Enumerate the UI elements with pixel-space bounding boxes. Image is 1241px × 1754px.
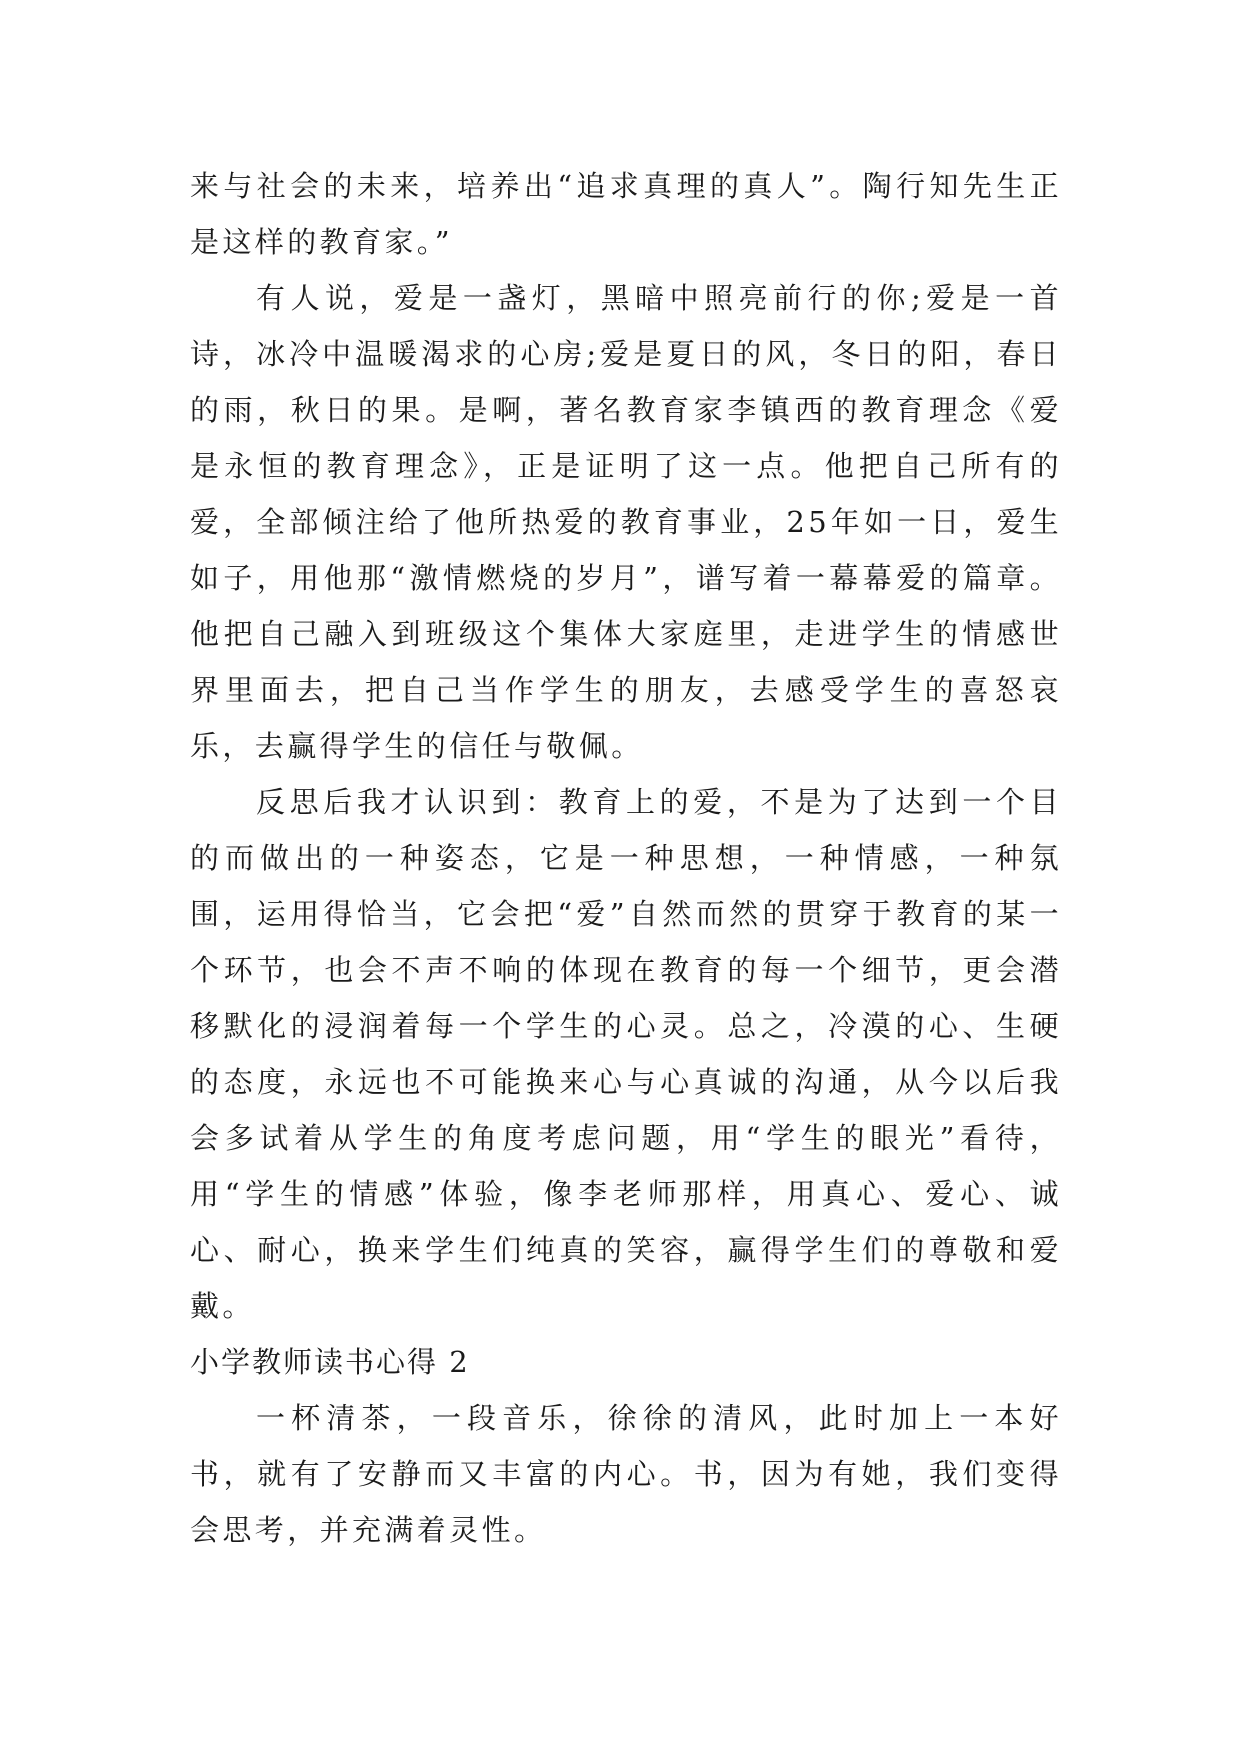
paragraph-4: 一杯清茶，一段音乐，徐徐的清风，此时加上一本好书，就有了安静而又丰富的内心。书，因为有她，我们变得会思考，并充满着灵性。 [190, 1401, 1062, 1547]
paragraph-1: 来与社会的未来，培养出“追求真理的真人”。陶行知先生正是这样的教育家。” [190, 169, 1062, 259]
paragraph-2: 有人说，爱是一盏灯，黑暗中照亮前行的你;爱是一首诗，冰冷中温暖渴求的心房;爱是夏日的风，冬日的阳，春日的雨，秋日的果。是啊，著名教育家李镇西的教育理念《爱是永恒的教育理念》，正是证明了这一点。他把自己所有的爱，全部倾注给了他所热爱的教育事业，25年如一日，爱生如子，用他那“激情燃烧的岁月”，谱写着一幕幕爱的篇章。他把自己融入到班级这个集体大家庭里，走进学生的情感世界里面去，把自己当作学生的朋友，去感受学生的喜怒哀乐，去赢得学生的信任与敬佩。 [190, 281, 1062, 763]
section-heading: 小学教师读书心得 2 [190, 1345, 470, 1379]
document-page [190, 158, 1062, 1558]
paragraph-3: 反思后我才认识到：教育上的爱，不是为了达到一个目的而做出的一种姿态，它是一种思想，一种情感，一种氛围，运用得恰当，它会把“爱”自然而然的贯穿于教育的某一个环节，也会不声不响的体现在教育的每一个细节，更会潜移默化的浸润着每一个学生的心灵。总之，冷漠的心、生硬的态度，永远也不可能换来心与心真诚的沟通，从今以后我会多试着从学生的角度考虑问题，用“学生的眼光”看待，用“学生的情感”体验，像李老师那样，用真心、爱心、诚心、耐心，换来学生们纯真的笑容，赢得学生们的尊敬和爱戴。 [190, 785, 1062, 1323]
